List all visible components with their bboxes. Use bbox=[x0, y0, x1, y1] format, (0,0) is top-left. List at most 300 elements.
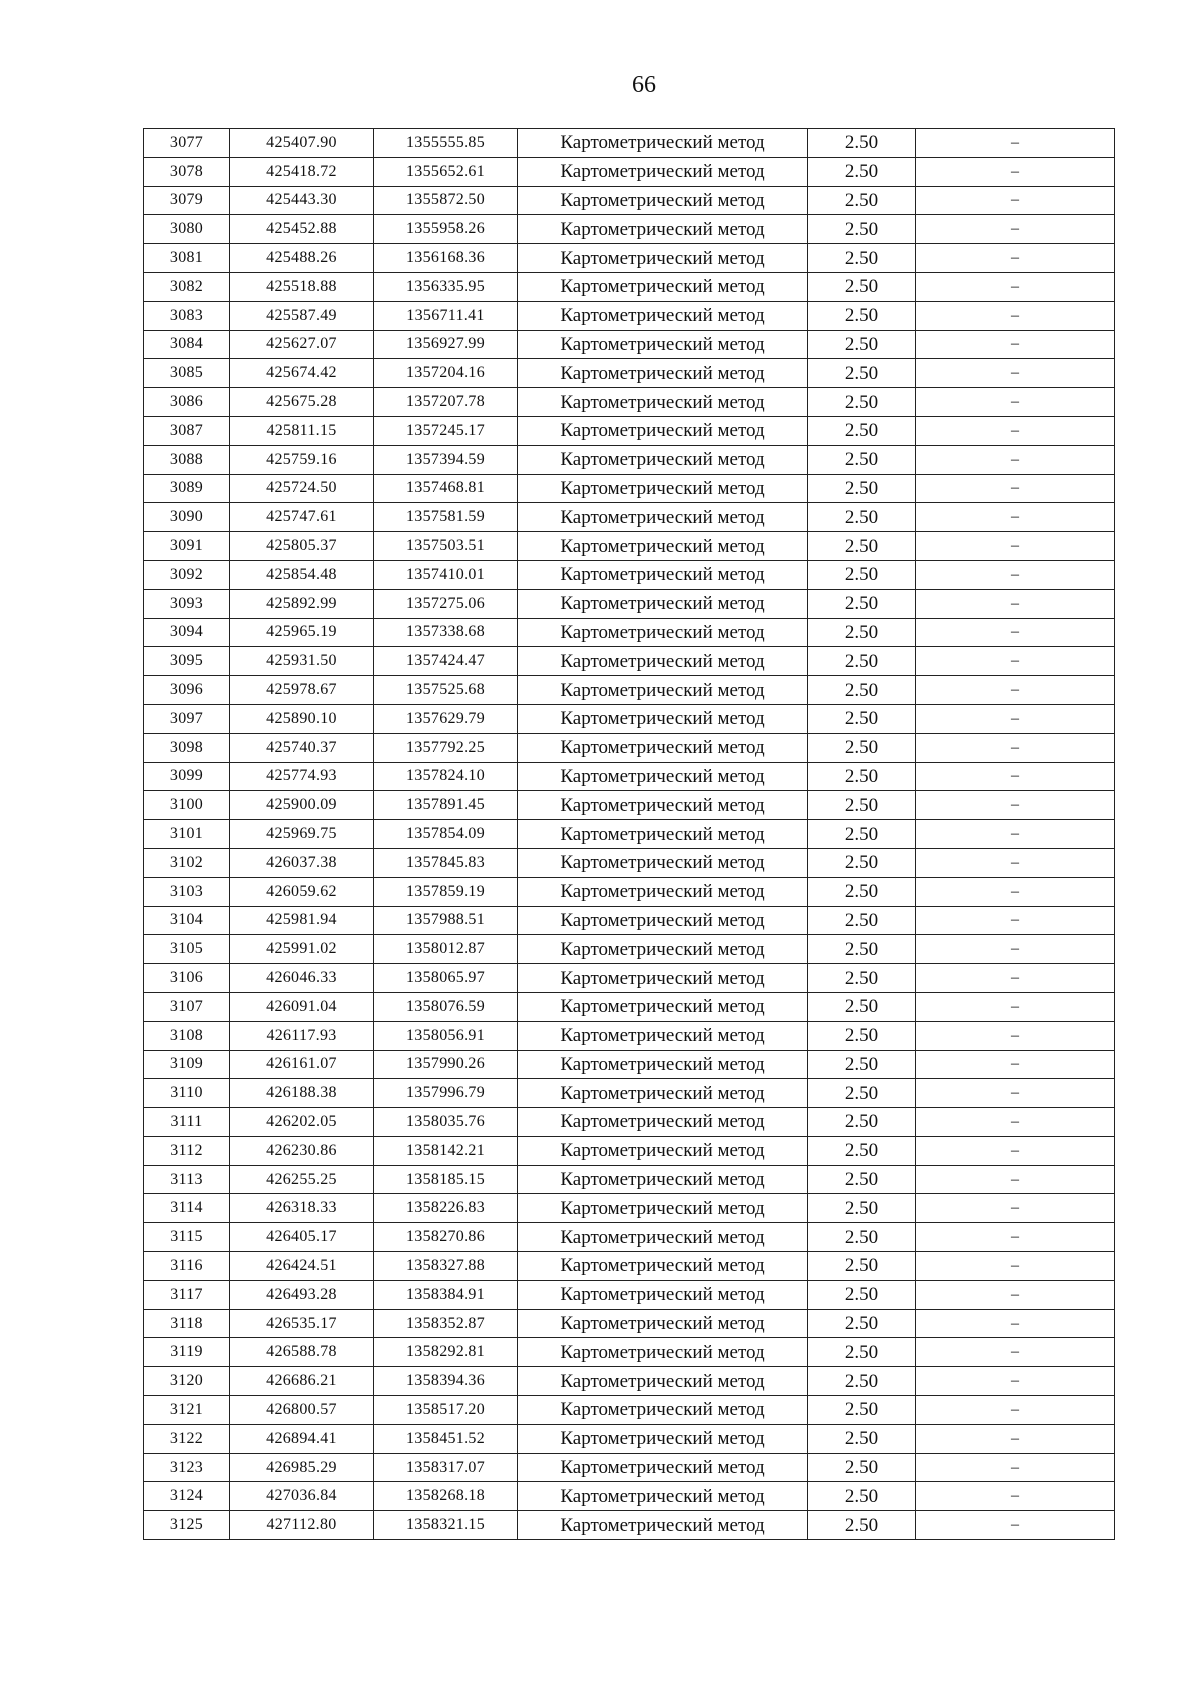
table-row bbox=[144, 532, 1115, 561]
point-number-cell: 3093 bbox=[144, 589, 230, 618]
x-coordinate-cell: 426230.86 bbox=[230, 1136, 374, 1165]
point-number-cell: 3124 bbox=[144, 1482, 230, 1511]
note-cell: – bbox=[916, 647, 1115, 676]
accuracy-cell: 2.50 bbox=[808, 1338, 916, 1367]
accuracy-cell: 2.50 bbox=[808, 474, 916, 503]
note-cell: – bbox=[916, 186, 1115, 215]
y-coordinate-cell: 1357338.68 bbox=[374, 618, 518, 647]
note-cell: – bbox=[916, 560, 1115, 589]
accuracy-cell: 2.50 bbox=[808, 388, 916, 417]
method-cell: Картометрический метод bbox=[518, 215, 808, 244]
table-row bbox=[144, 1424, 1115, 1453]
method-cell: Картометрический метод bbox=[518, 330, 808, 359]
table-row bbox=[144, 1453, 1115, 1482]
table-row bbox=[144, 1223, 1115, 1252]
accuracy-cell: 2.50 bbox=[808, 1367, 916, 1396]
x-coordinate-cell: 425991.02 bbox=[230, 935, 374, 964]
note-cell: – bbox=[916, 877, 1115, 906]
note-cell: – bbox=[916, 820, 1115, 849]
x-coordinate-cell: 425747.61 bbox=[230, 503, 374, 532]
table-row bbox=[144, 877, 1115, 906]
accuracy-cell: 2.50 bbox=[808, 1136, 916, 1165]
x-coordinate-cell: 426424.51 bbox=[230, 1252, 374, 1281]
table-row bbox=[144, 589, 1115, 618]
point-number-cell: 3117 bbox=[144, 1280, 230, 1309]
y-coordinate-cell: 1358268.18 bbox=[374, 1482, 518, 1511]
table-row bbox=[144, 1194, 1115, 1223]
accuracy-cell: 2.50 bbox=[808, 532, 916, 561]
table-row bbox=[144, 1396, 1115, 1425]
point-number-cell: 3090 bbox=[144, 503, 230, 532]
y-coordinate-cell: 1358517.20 bbox=[374, 1396, 518, 1425]
point-number-cell: 3119 bbox=[144, 1338, 230, 1367]
y-coordinate-cell: 1358321.15 bbox=[374, 1511, 518, 1540]
table-row bbox=[144, 1165, 1115, 1194]
table-row bbox=[144, 820, 1115, 849]
x-coordinate-cell: 425488.26 bbox=[230, 244, 374, 273]
y-coordinate-cell: 1358270.86 bbox=[374, 1223, 518, 1252]
note-cell: – bbox=[916, 618, 1115, 647]
accuracy-cell: 2.50 bbox=[808, 1050, 916, 1079]
x-coordinate-cell: 426800.57 bbox=[230, 1396, 374, 1425]
accuracy-cell: 2.50 bbox=[808, 1280, 916, 1309]
method-cell: Картометрический метод bbox=[518, 503, 808, 532]
note-cell: – bbox=[916, 1223, 1115, 1252]
point-number-cell: 3102 bbox=[144, 848, 230, 877]
method-cell: Картометрический метод bbox=[518, 791, 808, 820]
method-cell: Картометрический метод bbox=[518, 820, 808, 849]
point-number-cell: 3106 bbox=[144, 964, 230, 993]
table-row bbox=[144, 1511, 1115, 1540]
x-coordinate-cell: 425805.37 bbox=[230, 532, 374, 561]
x-coordinate-cell: 425518.88 bbox=[230, 272, 374, 301]
table-row bbox=[144, 1367, 1115, 1396]
method-cell: Картометрический метод bbox=[518, 1252, 808, 1281]
coordinates-table bbox=[143, 128, 1115, 1540]
method-cell: Картометрический метод bbox=[518, 272, 808, 301]
note-cell: – bbox=[916, 935, 1115, 964]
accuracy-cell: 2.50 bbox=[808, 791, 916, 820]
x-coordinate-cell: 426091.04 bbox=[230, 992, 374, 1021]
x-coordinate-cell: 426686.21 bbox=[230, 1367, 374, 1396]
note-cell: – bbox=[916, 272, 1115, 301]
table-row bbox=[144, 560, 1115, 589]
method-cell: Картометрический метод bbox=[518, 1194, 808, 1223]
accuracy-cell: 2.50 bbox=[808, 1079, 916, 1108]
method-cell: Картометрический метод bbox=[518, 618, 808, 647]
x-coordinate-cell: 426161.07 bbox=[230, 1050, 374, 1079]
accuracy-cell: 2.50 bbox=[808, 1021, 916, 1050]
y-coordinate-cell: 1358317.07 bbox=[374, 1453, 518, 1482]
note-cell: – bbox=[916, 1194, 1115, 1223]
note-cell: – bbox=[916, 301, 1115, 330]
y-coordinate-cell: 1356927.99 bbox=[374, 330, 518, 359]
point-number-cell: 3096 bbox=[144, 676, 230, 705]
note-cell: – bbox=[916, 704, 1115, 733]
note-cell: – bbox=[916, 1309, 1115, 1338]
method-cell: Картометрический метод bbox=[518, 762, 808, 791]
x-coordinate-cell: 425759.16 bbox=[230, 445, 374, 474]
point-number-cell: 3109 bbox=[144, 1050, 230, 1079]
method-cell: Картометрический метод bbox=[518, 1338, 808, 1367]
x-coordinate-cell: 427036.84 bbox=[230, 1482, 374, 1511]
x-coordinate-cell: 425675.28 bbox=[230, 388, 374, 417]
accuracy-cell: 2.50 bbox=[808, 215, 916, 244]
accuracy-cell: 2.50 bbox=[808, 157, 916, 186]
accuracy-cell: 2.50 bbox=[808, 647, 916, 676]
method-cell: Картометрический метод bbox=[518, 1424, 808, 1453]
method-cell: Картометрический метод bbox=[518, 676, 808, 705]
accuracy-cell: 2.50 bbox=[808, 1396, 916, 1425]
x-coordinate-cell: 425965.19 bbox=[230, 618, 374, 647]
point-number-cell: 3123 bbox=[144, 1453, 230, 1482]
note-cell: – bbox=[916, 762, 1115, 791]
table-row bbox=[144, 762, 1115, 791]
x-coordinate-cell: 425900.09 bbox=[230, 791, 374, 820]
y-coordinate-cell: 1358327.88 bbox=[374, 1252, 518, 1281]
x-coordinate-cell: 425854.48 bbox=[230, 560, 374, 589]
x-coordinate-cell: 426318.33 bbox=[230, 1194, 374, 1223]
method-cell: Картометрический метод bbox=[518, 964, 808, 993]
method-cell: Картометрический метод bbox=[518, 704, 808, 733]
table-row bbox=[144, 1280, 1115, 1309]
table-row bbox=[144, 1108, 1115, 1137]
point-number-cell: 3097 bbox=[144, 704, 230, 733]
point-number-cell: 3120 bbox=[144, 1367, 230, 1396]
x-coordinate-cell: 425452.88 bbox=[230, 215, 374, 244]
y-coordinate-cell: 1357410.01 bbox=[374, 560, 518, 589]
method-cell: Картометрический метод bbox=[518, 906, 808, 935]
x-coordinate-cell: 425811.15 bbox=[230, 416, 374, 445]
y-coordinate-cell: 1358012.87 bbox=[374, 935, 518, 964]
y-coordinate-cell: 1355872.50 bbox=[374, 186, 518, 215]
note-cell: – bbox=[916, 1165, 1115, 1194]
x-coordinate-cell: 425587.49 bbox=[230, 301, 374, 330]
x-coordinate-cell: 426046.33 bbox=[230, 964, 374, 993]
y-coordinate-cell: 1358352.87 bbox=[374, 1309, 518, 1338]
method-cell: Картометрический метод bbox=[518, 301, 808, 330]
note-cell: – bbox=[916, 244, 1115, 273]
accuracy-cell: 2.50 bbox=[808, 416, 916, 445]
y-coordinate-cell: 1357990.26 bbox=[374, 1050, 518, 1079]
point-number-cell: 3122 bbox=[144, 1424, 230, 1453]
note-cell: – bbox=[916, 1079, 1115, 1108]
note-cell: – bbox=[916, 1482, 1115, 1511]
accuracy-cell: 2.50 bbox=[808, 129, 916, 158]
note-cell: – bbox=[916, 1396, 1115, 1425]
note-cell: – bbox=[916, 1108, 1115, 1137]
table-row bbox=[144, 676, 1115, 705]
point-number-cell: 3121 bbox=[144, 1396, 230, 1425]
y-coordinate-cell: 1357204.16 bbox=[374, 359, 518, 388]
y-coordinate-cell: 1357503.51 bbox=[374, 532, 518, 561]
y-coordinate-cell: 1357525.68 bbox=[374, 676, 518, 705]
note-cell: – bbox=[916, 1511, 1115, 1540]
accuracy-cell: 2.50 bbox=[808, 676, 916, 705]
x-coordinate-cell: 425407.90 bbox=[230, 129, 374, 158]
point-number-cell: 3099 bbox=[144, 762, 230, 791]
method-cell: Картометрический метод bbox=[518, 560, 808, 589]
y-coordinate-cell: 1357859.19 bbox=[374, 877, 518, 906]
point-number-cell: 3080 bbox=[144, 215, 230, 244]
y-coordinate-cell: 1357854.09 bbox=[374, 820, 518, 849]
y-coordinate-cell: 1357845.83 bbox=[374, 848, 518, 877]
note-cell: – bbox=[916, 416, 1115, 445]
table-row bbox=[144, 647, 1115, 676]
point-number-cell: 3081 bbox=[144, 244, 230, 273]
note-cell: – bbox=[916, 733, 1115, 762]
x-coordinate-cell: 425774.93 bbox=[230, 762, 374, 791]
note-cell: – bbox=[916, 157, 1115, 186]
point-number-cell: 3107 bbox=[144, 992, 230, 1021]
y-coordinate-cell: 1357424.47 bbox=[374, 647, 518, 676]
table-row bbox=[144, 992, 1115, 1021]
method-cell: Картометрический метод bbox=[518, 1165, 808, 1194]
table-row bbox=[144, 1482, 1115, 1511]
note-cell: – bbox=[916, 388, 1115, 417]
x-coordinate-cell: 425443.30 bbox=[230, 186, 374, 215]
method-cell: Картометрический метод bbox=[518, 474, 808, 503]
point-number-cell: 3111 bbox=[144, 1108, 230, 1137]
note-cell: – bbox=[916, 848, 1115, 877]
method-cell: Картометрический метод bbox=[518, 359, 808, 388]
accuracy-cell: 2.50 bbox=[808, 1165, 916, 1194]
accuracy-cell: 2.50 bbox=[808, 762, 916, 791]
accuracy-cell: 2.50 bbox=[808, 704, 916, 733]
note-cell: – bbox=[916, 1367, 1115, 1396]
point-number-cell: 3087 bbox=[144, 416, 230, 445]
y-coordinate-cell: 1358185.15 bbox=[374, 1165, 518, 1194]
accuracy-cell: 2.50 bbox=[808, 618, 916, 647]
accuracy-cell: 2.50 bbox=[808, 935, 916, 964]
method-cell: Картометрический метод bbox=[518, 157, 808, 186]
note-cell: – bbox=[916, 1021, 1115, 1050]
y-coordinate-cell: 1357275.06 bbox=[374, 589, 518, 618]
x-coordinate-cell: 425627.07 bbox=[230, 330, 374, 359]
y-coordinate-cell: 1356168.36 bbox=[374, 244, 518, 273]
note-cell: – bbox=[916, 215, 1115, 244]
x-coordinate-cell: 425418.72 bbox=[230, 157, 374, 186]
y-coordinate-cell: 1357468.81 bbox=[374, 474, 518, 503]
x-coordinate-cell: 425740.37 bbox=[230, 733, 374, 762]
method-cell: Картометрический метод bbox=[518, 1309, 808, 1338]
coordinates-table-body bbox=[144, 129, 1115, 1540]
point-number-cell: 3089 bbox=[144, 474, 230, 503]
accuracy-cell: 2.50 bbox=[808, 1453, 916, 1482]
method-cell: Картометрический метод bbox=[518, 1079, 808, 1108]
table-row bbox=[144, 906, 1115, 935]
table-row bbox=[144, 416, 1115, 445]
point-number-cell: 3079 bbox=[144, 186, 230, 215]
method-cell: Картометрический метод bbox=[518, 1021, 808, 1050]
method-cell: Картометрический метод bbox=[518, 1453, 808, 1482]
y-coordinate-cell: 1355958.26 bbox=[374, 215, 518, 244]
x-coordinate-cell: 426493.28 bbox=[230, 1280, 374, 1309]
accuracy-cell: 2.50 bbox=[808, 272, 916, 301]
accuracy-cell: 2.50 bbox=[808, 445, 916, 474]
y-coordinate-cell: 1358226.83 bbox=[374, 1194, 518, 1223]
x-coordinate-cell: 425981.94 bbox=[230, 906, 374, 935]
note-cell: – bbox=[916, 906, 1115, 935]
accuracy-cell: 2.50 bbox=[808, 589, 916, 618]
point-number-cell: 3083 bbox=[144, 301, 230, 330]
accuracy-cell: 2.50 bbox=[808, 1194, 916, 1223]
y-coordinate-cell: 1358056.91 bbox=[374, 1021, 518, 1050]
method-cell: Картометрический метод bbox=[518, 1050, 808, 1079]
y-coordinate-cell: 1358065.97 bbox=[374, 964, 518, 993]
table-row bbox=[144, 1309, 1115, 1338]
note-cell: – bbox=[916, 1453, 1115, 1482]
y-coordinate-cell: 1356335.95 bbox=[374, 272, 518, 301]
note-cell: – bbox=[916, 992, 1115, 1021]
point-number-cell: 3105 bbox=[144, 935, 230, 964]
accuracy-cell: 2.50 bbox=[808, 877, 916, 906]
point-number-cell: 3118 bbox=[144, 1309, 230, 1338]
accuracy-cell: 2.50 bbox=[808, 301, 916, 330]
note-cell: – bbox=[916, 964, 1115, 993]
x-coordinate-cell: 425931.50 bbox=[230, 647, 374, 676]
accuracy-cell: 2.50 bbox=[808, 964, 916, 993]
point-number-cell: 3110 bbox=[144, 1079, 230, 1108]
method-cell: Картометрический метод bbox=[518, 935, 808, 964]
accuracy-cell: 2.50 bbox=[808, 1223, 916, 1252]
accuracy-cell: 2.50 bbox=[808, 1511, 916, 1540]
x-coordinate-cell: 426202.05 bbox=[230, 1108, 374, 1137]
table-row bbox=[144, 935, 1115, 964]
point-number-cell: 3084 bbox=[144, 330, 230, 359]
table-row bbox=[144, 186, 1115, 215]
table-row bbox=[144, 215, 1115, 244]
y-coordinate-cell: 1357824.10 bbox=[374, 762, 518, 791]
y-coordinate-cell: 1357792.25 bbox=[374, 733, 518, 762]
point-number-cell: 3098 bbox=[144, 733, 230, 762]
note-cell: – bbox=[916, 445, 1115, 474]
note-cell: – bbox=[916, 791, 1115, 820]
table-row bbox=[144, 791, 1115, 820]
y-coordinate-cell: 1355555.85 bbox=[374, 129, 518, 158]
accuracy-cell: 2.50 bbox=[808, 330, 916, 359]
table-row bbox=[144, 618, 1115, 647]
x-coordinate-cell: 425674.42 bbox=[230, 359, 374, 388]
method-cell: Картометрический метод bbox=[518, 186, 808, 215]
method-cell: Картометрический метод bbox=[518, 647, 808, 676]
note-cell: – bbox=[916, 1338, 1115, 1367]
method-cell: Картометрический метод bbox=[518, 445, 808, 474]
point-number-cell: 3103 bbox=[144, 877, 230, 906]
x-coordinate-cell: 426588.78 bbox=[230, 1338, 374, 1367]
table-row bbox=[144, 1050, 1115, 1079]
point-number-cell: 3112 bbox=[144, 1136, 230, 1165]
table-row bbox=[144, 1252, 1115, 1281]
point-number-cell: 3094 bbox=[144, 618, 230, 647]
point-number-cell: 3085 bbox=[144, 359, 230, 388]
point-number-cell: 3077 bbox=[144, 129, 230, 158]
method-cell: Картометрический метод bbox=[518, 1108, 808, 1137]
method-cell: Картометрический метод bbox=[518, 1280, 808, 1309]
table-row bbox=[144, 272, 1115, 301]
method-cell: Картометрический метод bbox=[518, 1223, 808, 1252]
point-number-cell: 3101 bbox=[144, 820, 230, 849]
method-cell: Картометрический метод bbox=[518, 129, 808, 158]
method-cell: Картометрический метод bbox=[518, 848, 808, 877]
y-coordinate-cell: 1358384.91 bbox=[374, 1280, 518, 1309]
table-row bbox=[144, 1021, 1115, 1050]
x-coordinate-cell: 425724.50 bbox=[230, 474, 374, 503]
accuracy-cell: 2.50 bbox=[808, 560, 916, 589]
note-cell: – bbox=[916, 1280, 1115, 1309]
point-number-cell: 3091 bbox=[144, 532, 230, 561]
point-number-cell: 3082 bbox=[144, 272, 230, 301]
y-coordinate-cell: 1355652.61 bbox=[374, 157, 518, 186]
table-row bbox=[144, 1136, 1115, 1165]
x-coordinate-cell: 426535.17 bbox=[230, 1309, 374, 1338]
method-cell: Картометрический метод bbox=[518, 733, 808, 762]
method-cell: Картометрический метод bbox=[518, 532, 808, 561]
table-row bbox=[144, 733, 1115, 762]
x-coordinate-cell: 426117.93 bbox=[230, 1021, 374, 1050]
note-cell: – bbox=[916, 359, 1115, 388]
accuracy-cell: 2.50 bbox=[808, 820, 916, 849]
x-coordinate-cell: 426255.25 bbox=[230, 1165, 374, 1194]
accuracy-cell: 2.50 bbox=[808, 244, 916, 273]
table-row bbox=[144, 244, 1115, 273]
accuracy-cell: 2.50 bbox=[808, 848, 916, 877]
point-number-cell: 3125 bbox=[144, 1511, 230, 1540]
y-coordinate-cell: 1357394.59 bbox=[374, 445, 518, 474]
y-coordinate-cell: 1357581.59 bbox=[374, 503, 518, 532]
accuracy-cell: 2.50 bbox=[808, 1252, 916, 1281]
y-coordinate-cell: 1358035.76 bbox=[374, 1108, 518, 1137]
y-coordinate-cell: 1357629.79 bbox=[374, 704, 518, 733]
method-cell: Картометрический метод bbox=[518, 1482, 808, 1511]
point-number-cell: 3114 bbox=[144, 1194, 230, 1223]
table-row bbox=[144, 1338, 1115, 1367]
y-coordinate-cell: 1358394.36 bbox=[374, 1367, 518, 1396]
page-number: 66 bbox=[632, 72, 656, 98]
x-coordinate-cell: 426985.29 bbox=[230, 1453, 374, 1482]
point-number-cell: 3113 bbox=[144, 1165, 230, 1194]
x-coordinate-cell: 427112.80 bbox=[230, 1511, 374, 1540]
note-cell: – bbox=[916, 330, 1115, 359]
note-cell: – bbox=[916, 503, 1115, 532]
accuracy-cell: 2.50 bbox=[808, 992, 916, 1021]
point-number-cell: 3104 bbox=[144, 906, 230, 935]
y-coordinate-cell: 1357996.79 bbox=[374, 1079, 518, 1108]
x-coordinate-cell: 426059.62 bbox=[230, 877, 374, 906]
y-coordinate-cell: 1357988.51 bbox=[374, 906, 518, 935]
accuracy-cell: 2.50 bbox=[808, 186, 916, 215]
note-cell: – bbox=[916, 1050, 1115, 1079]
x-coordinate-cell: 426188.38 bbox=[230, 1079, 374, 1108]
note-cell: – bbox=[916, 129, 1115, 158]
accuracy-cell: 2.50 bbox=[808, 503, 916, 532]
method-cell: Картометрический метод bbox=[518, 388, 808, 417]
accuracy-cell: 2.50 bbox=[808, 906, 916, 935]
table-row bbox=[144, 704, 1115, 733]
y-coordinate-cell: 1357891.45 bbox=[374, 791, 518, 820]
table-row bbox=[144, 445, 1115, 474]
method-cell: Картометрический метод bbox=[518, 244, 808, 273]
method-cell: Картометрический метод bbox=[518, 589, 808, 618]
method-cell: Картометрический метод bbox=[518, 877, 808, 906]
note-cell: – bbox=[916, 474, 1115, 503]
accuracy-cell: 2.50 bbox=[808, 733, 916, 762]
note-cell: – bbox=[916, 1136, 1115, 1165]
point-number-cell: 3108 bbox=[144, 1021, 230, 1050]
method-cell: Картометрический метод bbox=[518, 1136, 808, 1165]
point-number-cell: 3115 bbox=[144, 1223, 230, 1252]
table-row bbox=[144, 129, 1115, 158]
